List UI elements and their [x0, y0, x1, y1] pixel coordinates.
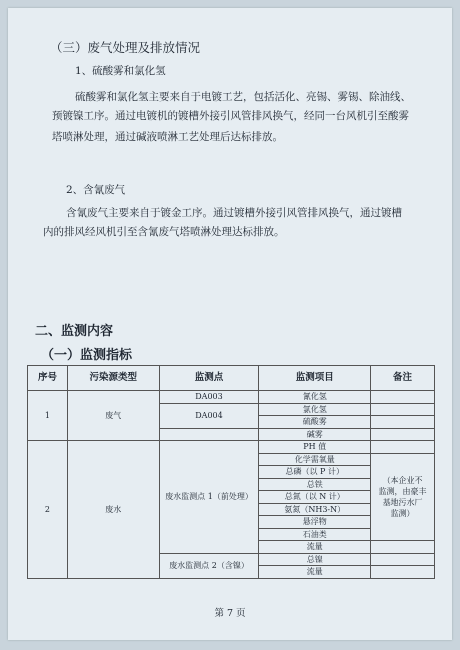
note-line: 基地污水厂: [382, 497, 423, 507]
monitoring-point: DA003: [159, 391, 259, 404]
header-cell: 备注: [371, 366, 435, 391]
note-cell: [371, 566, 435, 579]
monitoring-point: DA004: [159, 403, 259, 428]
note-cell: [371, 541, 435, 554]
paragraph-line: 含氰废气主要来自于镀金工序。通过镀槽外接引风管排风换气，通过镀槽: [66, 207, 402, 219]
paragraph-line: 塔喷淋处理，通过碱液喷淋工艺处理后达标排放。: [52, 131, 283, 143]
monitoring-item: 悬浮物: [259, 516, 371, 529]
row-number: 1: [28, 391, 68, 441]
paragraph-line: 硫酸雾和氯化氢主要来自于电镀工艺，包括活化、亮锡、雾锡、除油线、: [75, 91, 411, 103]
section-heading-waste-gas: （三）废气处理及排放情况: [50, 40, 201, 55]
paragraph-line: 预镀镍工序。通过电镀机的镀槽外接引风管排风换气，经同一台风机引至酸雾: [52, 110, 409, 122]
monitoring-point: 废水监测点 1（前处理）: [159, 441, 259, 554]
monitoring-item: 总镍: [259, 553, 371, 566]
monitoring-item: 流量: [259, 566, 371, 579]
note-line: 监测）: [390, 508, 415, 518]
note-line: （本企业不: [382, 475, 423, 485]
document-page: [8, 8, 452, 640]
table-row: [28, 441, 435, 454]
pollution-type: 废气: [67, 391, 159, 441]
monitoring-item: 硫酸雾: [259, 416, 371, 429]
note-cell: [371, 428, 435, 441]
note-cell: [371, 391, 435, 404]
section-heading-monitoring: 二、监测内容: [35, 324, 114, 339]
header-cell: 监测项目: [259, 366, 371, 391]
row-number: 2: [28, 441, 68, 579]
monitoring-item: PH 值: [259, 441, 371, 454]
note-cell: [371, 441, 435, 454]
monitoring-item: 氨氮（NH3-N）: [259, 503, 371, 516]
monitoring-item: 氰化氢: [259, 391, 371, 404]
note-cell: [371, 453, 435, 541]
paragraph-line: 内的排风经风机引至含氰废气塔喷淋处理达标排放。: [43, 226, 285, 238]
table-row: [28, 391, 435, 404]
header-cell: 污染源类型: [67, 366, 159, 391]
monitoring-item: 氯化氢: [259, 403, 371, 416]
note-cell: [371, 553, 435, 566]
subheading-cyanide-gas: 2、含氰废气: [66, 184, 126, 196]
monitoring-point: [159, 428, 259, 441]
subheading-monitoring-indicators: （一）监测指标: [41, 348, 133, 363]
monitoring-item: 总铁: [259, 478, 371, 491]
header-cell: 序号: [28, 366, 68, 391]
monitoring-item: 总氮（以 N 计）: [259, 491, 371, 504]
header-cell: 监测点: [159, 366, 259, 391]
pollution-type: 废水: [67, 441, 159, 579]
note-cell: [371, 403, 435, 416]
note-line: 监测，由豪丰: [378, 486, 427, 496]
monitoring-item: 石油类: [259, 528, 371, 541]
monitoring-table: [27, 365, 435, 579]
monitoring-point: 废水监测点 2（含镍）: [159, 553, 259, 578]
monitoring-item: 流量: [259, 541, 371, 554]
monitoring-item: 碱雾: [259, 428, 371, 441]
note-cell: [371, 416, 435, 429]
subheading-acid-mist: 1、硫酸雾和氯化氢: [75, 65, 166, 77]
monitoring-item: 化学需氧量: [259, 453, 371, 466]
monitoring-item: 总磷（以 P 计）: [259, 466, 371, 479]
page-number: 第 7 页: [214, 608, 246, 619]
table-header-row: [28, 366, 435, 391]
